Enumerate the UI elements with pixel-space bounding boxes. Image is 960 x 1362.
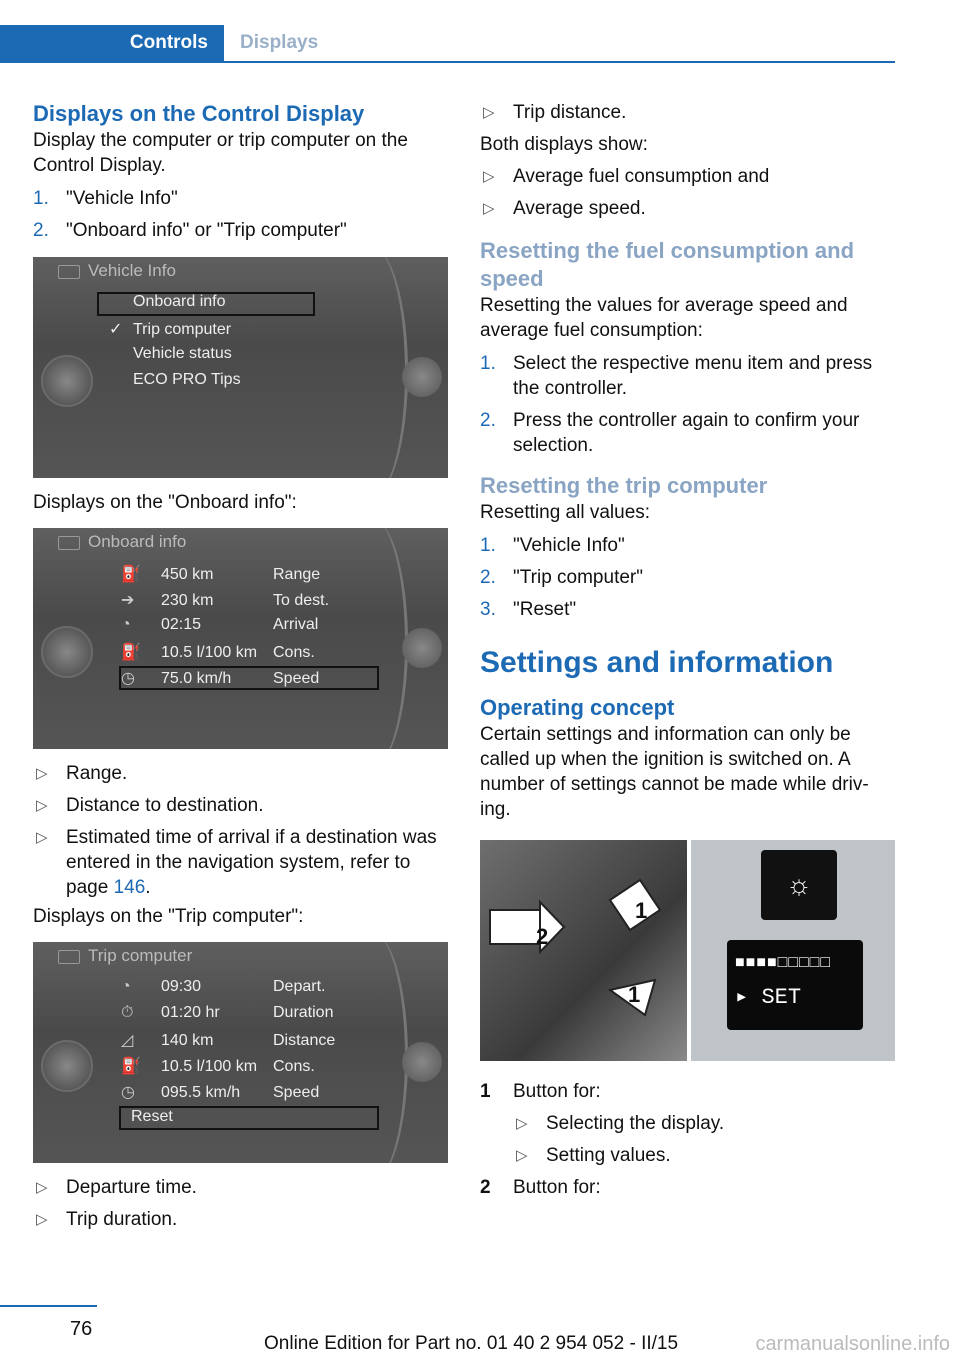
list-item: ▷ Estimated time of arrival if a destination was entered in the navigation system, refer to page 146. <box>36 827 437 898</box>
triangle-bullet-icon: ▷ <box>516 1147 528 1164</box>
list-item: 1. Select the respective menu item and press the controller. <box>480 353 873 399</box>
check-icon: ✓ <box>109 321 123 338</box>
fuel-pump-icon: ⛽ <box>121 1058 141 1075</box>
light-icon: ☼ <box>761 850 837 920</box>
list-item: ▷ Trip distance. <box>483 102 627 123</box>
label-2: 2 <box>536 924 549 949</box>
list-item: ▷ Departure time. <box>36 1177 197 1198</box>
table-row: ⛽ 10.5 l/100 km Cons. <box>121 644 315 661</box>
list-item: ▷ Trip duration. <box>36 1209 178 1230</box>
list-item: ▷ Distance to destination. <box>36 795 264 816</box>
list-item: ▷ Selecting the display. <box>516 1113 725 1134</box>
distance-icon: ◿ <box>121 1032 134 1049</box>
list-item: ▷ Average fuel consumption and <box>483 166 770 187</box>
speedometer-icon: ◷ <box>121 670 135 687</box>
table-row: ➔ 230 km To dest. <box>121 592 330 609</box>
menu-item-status: Vehicle status <box>133 345 232 362</box>
triangle-bullet-icon: ▷ <box>36 765 48 782</box>
stopwatch-icon: ⏱ <box>121 1004 134 1021</box>
reset-fuel-text: Resetting the values for average speed and average fuel consumption: <box>480 295 848 341</box>
left-column <box>33 100 448 1239</box>
controller-icon <box>41 1040 93 1092</box>
trip-bullets-cont <box>480 100 895 125</box>
fuel-range-icon: ⛽ <box>121 566 141 583</box>
legend-item-1: 1 Button for: <box>480 1081 601 1102</box>
list-item: ▷ Setting values. <box>516 1145 671 1166</box>
concept-text: Certain settings and information can only be called up when the ignition is switched on. A number of settings cannot be made while driv‐ing. <box>480 724 869 820</box>
controller-icon <box>41 355 93 407</box>
heading-reset-fuel: Resetting the fuel consumption and speed <box>480 238 855 291</box>
triangle-bullet-icon: ▷ <box>36 829 48 846</box>
header-tabbar <box>0 25 895 63</box>
heading-displays: Displays on the Control Display <box>33 101 365 126</box>
table-row: ⛽ 10.5 l/100 km Cons. <box>121 1058 315 1075</box>
list-item: 1. "Vehicle Info" <box>480 535 625 556</box>
trip-bullets <box>33 1175 448 1232</box>
list-item: 2. "Onboard info" or "Trip computer" <box>33 220 347 241</box>
triangle-bullet-icon: ▷ <box>516 1115 528 1132</box>
car-icon <box>58 265 80 279</box>
controls-photo <box>480 840 895 1061</box>
reset-all-steps <box>480 533 895 622</box>
triangle-bullet-icon: ▷ <box>483 168 495 185</box>
menu-item-trip: ✓ Trip computer <box>109 321 232 338</box>
table-row: ◔ 09:30 Depart. <box>121 978 326 995</box>
speedometer-icon: ◷ <box>121 1084 135 1101</box>
depart-icon: ◔ <box>121 978 131 995</box>
triangle-bullet-icon: ▷ <box>483 200 495 217</box>
footer-line <box>0 1305 97 1307</box>
list-item: 1. "Vehicle Info" <box>33 188 178 209</box>
right-column <box>480 100 895 1207</box>
list-item: 3. "Reset" <box>480 599 577 620</box>
car-icon <box>58 950 80 964</box>
screen-onboard-info <box>33 528 448 749</box>
trip-caption: Displays on the "Trip computer": <box>33 906 304 927</box>
triangle-bullet-icon: ▷ <box>483 104 495 121</box>
both-caption: Both displays show: <box>480 134 648 155</box>
edition-text: Online Edition for Part no. 01 40 2 954 052 - II/15 <box>264 1333 679 1354</box>
menu-item-eco: ECO PRO Tips <box>133 371 241 388</box>
screen-vehicle-info <box>33 257 448 478</box>
heading-reset-trip: Resetting the trip computer <box>480 473 768 498</box>
onboard-caption: Displays on the "Onboard info": <box>33 492 297 513</box>
watermark: carmanualsonline.info <box>755 1333 950 1355</box>
page-link[interactable]: 146 <box>113 877 146 898</box>
table-row: ◔ 02:15 Arrival <box>121 616 319 633</box>
tab-displays[interactable]: Displays <box>240 32 319 53</box>
table-row: ◷ 095.5 km/h Speed <box>121 1084 320 1101</box>
arrow-dest-icon: ➔ <box>121 592 135 609</box>
display-photo <box>691 840 895 1061</box>
intro-text: Display the computer or trip computer on the Control Display. <box>33 130 408 176</box>
tab-controls[interactable]: Controls <box>0 25 224 61</box>
reset-fuel-steps <box>480 351 895 458</box>
table-row: ◿ 140 km Distance <box>121 1032 336 1049</box>
onboard-bullets <box>33 761 448 900</box>
table-row: ⏱ 01:20 hr Duration <box>121 1004 334 1021</box>
screen-title: Trip computer <box>58 946 192 966</box>
side-button-icon <box>402 357 442 397</box>
list-item: 2. Press the controller again to confirm your selection. <box>480 410 860 456</box>
controller-icon <box>41 626 93 678</box>
set-label: ▸ SET <box>735 985 802 1010</box>
reset-row: Reset <box>131 1108 173 1125</box>
triangle-bullet-icon: ▷ <box>36 1179 48 1196</box>
clock-arrival-icon: ◔ <box>121 616 131 633</box>
page-number: 76 <box>70 1318 93 1340</box>
triangle-bullet-icon: ▷ <box>36 1211 48 1228</box>
screen-arc <box>335 257 408 478</box>
screen-title: Onboard info <box>58 532 186 552</box>
menu-item-onboard: Onboard info <box>133 293 226 310</box>
legend-item-2: 2 Button for: <box>480 1177 601 1198</box>
list-item: ▷ Range. <box>36 763 128 784</box>
screen-trip-computer <box>33 942 448 1163</box>
fuel-pump-icon: ⛽ <box>121 644 141 661</box>
instrument-display <box>727 940 863 1030</box>
label-1: 1 <box>635 898 648 923</box>
triangle-bullet-icon: ▷ <box>36 797 48 814</box>
label-1b: 1 <box>628 982 641 1007</box>
legend1-bullets <box>513 1111 895 1168</box>
steps-list <box>33 186 448 243</box>
lever-arrows-illustration <box>480 840 687 1061</box>
both-bullets <box>480 164 895 221</box>
list-item: 2. "Trip computer" <box>480 567 643 588</box>
screen-arc <box>335 528 408 749</box>
progress-squares: ■■■■□□□□□ <box>735 954 831 971</box>
steering-lever-photo <box>480 840 687 1061</box>
table-row: ⛽ 450 km Range <box>121 566 321 583</box>
reset-all-text: Resetting all values: <box>480 502 651 523</box>
side-button-icon <box>402 628 442 668</box>
car-icon <box>58 536 80 550</box>
screen-title: Vehicle Info <box>58 261 176 281</box>
table-row: ◷ 75.0 km/h Speed <box>121 670 320 687</box>
list-item: ▷ Average speed. <box>483 198 646 219</box>
heading-concept: Operating concept <box>480 695 675 720</box>
side-button-icon <box>402 1042 442 1082</box>
heading-settings: Settings and information <box>480 646 834 679</box>
